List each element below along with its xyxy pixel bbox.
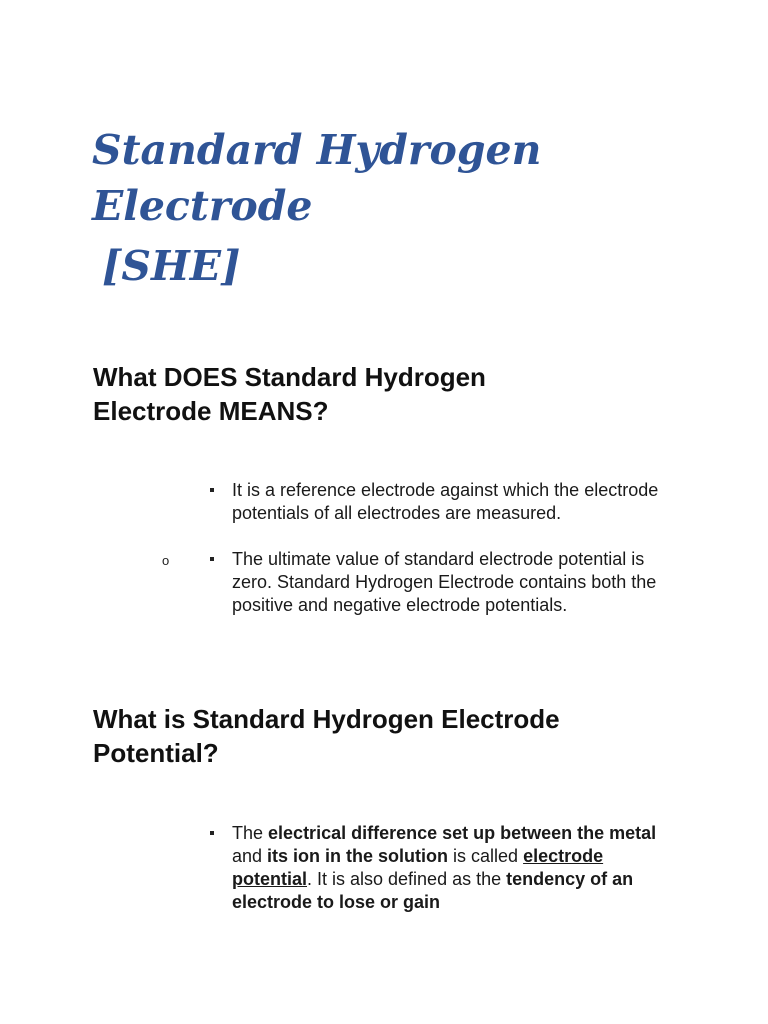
bold-text-run: electrical difference set up between the metal [268,823,657,843]
underlined-term: electrode potential [232,846,604,889]
section-1-heading [93,360,713,428]
list-item [207,548,677,617]
document-title [92,122,541,294]
circle-marker: o [162,553,170,568]
section-1-heading-line-1: What DOES Standard Hydrogen [93,362,486,392]
bold-text-run: tendency of an electrode to lose or gain [232,869,634,912]
section-1-heading-line-2: Electrode MEANS? [93,396,329,426]
section-2-bullet-list [207,822,677,914]
square-bullet-icon [210,488,214,492]
list-item [207,822,677,914]
section-2-heading-line-2: Potential? [93,738,219,768]
title-line-3: [SHE] [102,242,241,290]
section-2-heading-line-1: What is Standard Hydrogen Electrode [93,704,560,734]
list-item-text: The ultimate value of standard electrode potential is zero. Standard Hydrogen Electrode contains both the positive and negative electrode potentials. [232,549,657,615]
title-line-1: Standard Hydrogen [92,126,542,174]
list-item-text: It is a reference electrode against which the electrode potentials of all electrodes are measured. [232,480,659,523]
square-bullet-icon [210,557,214,561]
text-run: . It is also defined as the [307,869,507,889]
text-run: The [232,823,269,843]
text-run: is called [448,846,524,866]
square-bullet-icon [210,831,214,835]
title-line-2: Electrode [92,182,313,230]
list-item [207,479,677,525]
bold-text-run: its ion in the solution [267,846,449,866]
text-run: and [232,846,268,866]
section-1-bullet-list [207,479,677,617]
section-2-heading [93,702,713,770]
